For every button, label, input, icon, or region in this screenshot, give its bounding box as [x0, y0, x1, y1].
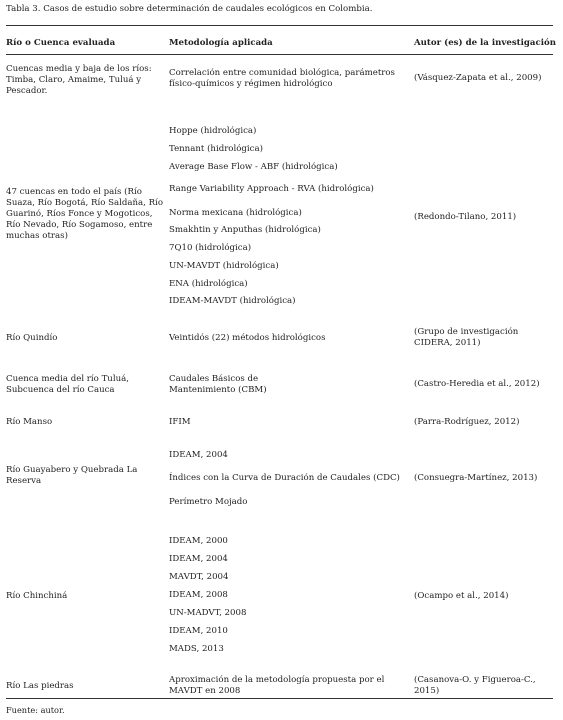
header-basin: Río o Cuenca evaluada	[6, 38, 116, 48]
table-caption: Tabla 3. Casos de estudio sobre determinación de caudales ecológicos en Colombia.	[6, 4, 373, 14]
header-rule	[6, 54, 553, 55]
method-line: MADS, 2013	[169, 644, 224, 654]
method-line: IDEAM-MAVDT (hidrológica)	[169, 296, 296, 306]
top-rule	[6, 25, 553, 26]
table-row-cell-method: Caudales Básicos de Mantenimiento (CBM)	[169, 374, 267, 395]
header-author: Autor (es) de la investigación	[414, 38, 556, 48]
method-line: Smakhtin y Anputhas (hidrológica)	[169, 225, 321, 235]
table-row-cell-basin: Cuencas media y baja de los ríos: Timba, Claro, Amaime, Tuluá y Pescador.	[6, 64, 152, 96]
method-line: Perímetro Mojado	[169, 497, 248, 507]
method-line: MAVDT, 2004	[169, 572, 229, 582]
table-row-cell-basin: Río Chinchiná	[6, 591, 68, 601]
method-line: 7Q10 (hidrológica)	[169, 243, 252, 253]
table-row-cell-method: Aproximación de la metodología propuesta por el MAVDT en 2008	[169, 675, 385, 696]
method-line: Hoppe (hidrológica)	[169, 126, 257, 136]
method-line: IDEAM, 2004	[169, 450, 228, 460]
method-line: IDEAM, 2010	[169, 626, 228, 636]
table-row-cell-basin: Río Quindío	[6, 333, 58, 343]
method-line: UN-MAVDT (hidrológica)	[169, 261, 279, 271]
table-row-cell-basin: Río Las piedras	[6, 681, 74, 691]
table-row-cell-author: (Redondo-Tilano, 2011)	[414, 212, 517, 222]
method-line: IDEAM, 2008	[169, 590, 228, 600]
table-row-cell-basin: Río Manso	[6, 417, 53, 427]
bottom-rule	[6, 698, 553, 699]
table-row-cell-basin: Río Guayabero y Quebrada La Reserva	[6, 465, 138, 486]
method-line: ENA (hidrológica)	[169, 279, 248, 289]
method-line: Norma mexicana (hidrológica)	[169, 208, 302, 218]
table-row-cell-basin: 47 cuencas en todo el país (Río Suaza, Río Bogotá, Río Saldaña, Río Guarinó, Ríos Fonce y Mogoticos, Río Nevado, Río Sogamoso, entre muchas otras)	[6, 187, 164, 241]
method-line: Tennant (hidrológica)	[169, 144, 263, 154]
table-row-cell-author: (Grupo de investigación CIDERA, 2011)	[414, 327, 519, 348]
table-row-cell-author: (Ocampo et al., 2014)	[414, 591, 509, 601]
method-line: Índices con la Curva de Duración de Caudales (CDC)	[169, 473, 400, 483]
method-line: IDEAM, 2000	[169, 536, 228, 546]
table-row-cell-author: (Vásquez-Zapata et al., 2009)	[414, 73, 542, 83]
method-line: Average Base Flow - ABF (hidrológica)	[169, 162, 338, 172]
table-row-cell-author: (Castro-Heredia et al., 2012)	[414, 379, 540, 389]
table-footer: Fuente: autor.	[6, 705, 65, 715]
table-row-cell-method: Correlación entre comunidad biológica, parámetros físico-químicos y régimen hidrológico	[169, 68, 395, 89]
method-line: Range Variability Approach - RVA (hidrológica)	[169, 184, 374, 194]
table-row-cell-basin: Cuenca media del río Tuluá, Subcuenca del río Cauca	[6, 374, 129, 395]
table-row-cell-method: Veintidós (22) métodos hidrológicos	[169, 333, 326, 343]
method-line: UN-MADVT, 2008	[169, 608, 247, 618]
table-row-cell-author: (Casanova-O. y Figueroa-C., 2015)	[414, 675, 536, 696]
table-row-cell-author: (Consuegra-Martínez, 2013)	[414, 473, 538, 483]
method-line: IDEAM, 2004	[169, 554, 228, 564]
table-row-cell-method: IFIM	[169, 417, 191, 427]
header-method: Metodología aplicada	[169, 38, 273, 48]
table-row-cell-author: (Parra-Rodríguez, 2012)	[414, 417, 520, 427]
